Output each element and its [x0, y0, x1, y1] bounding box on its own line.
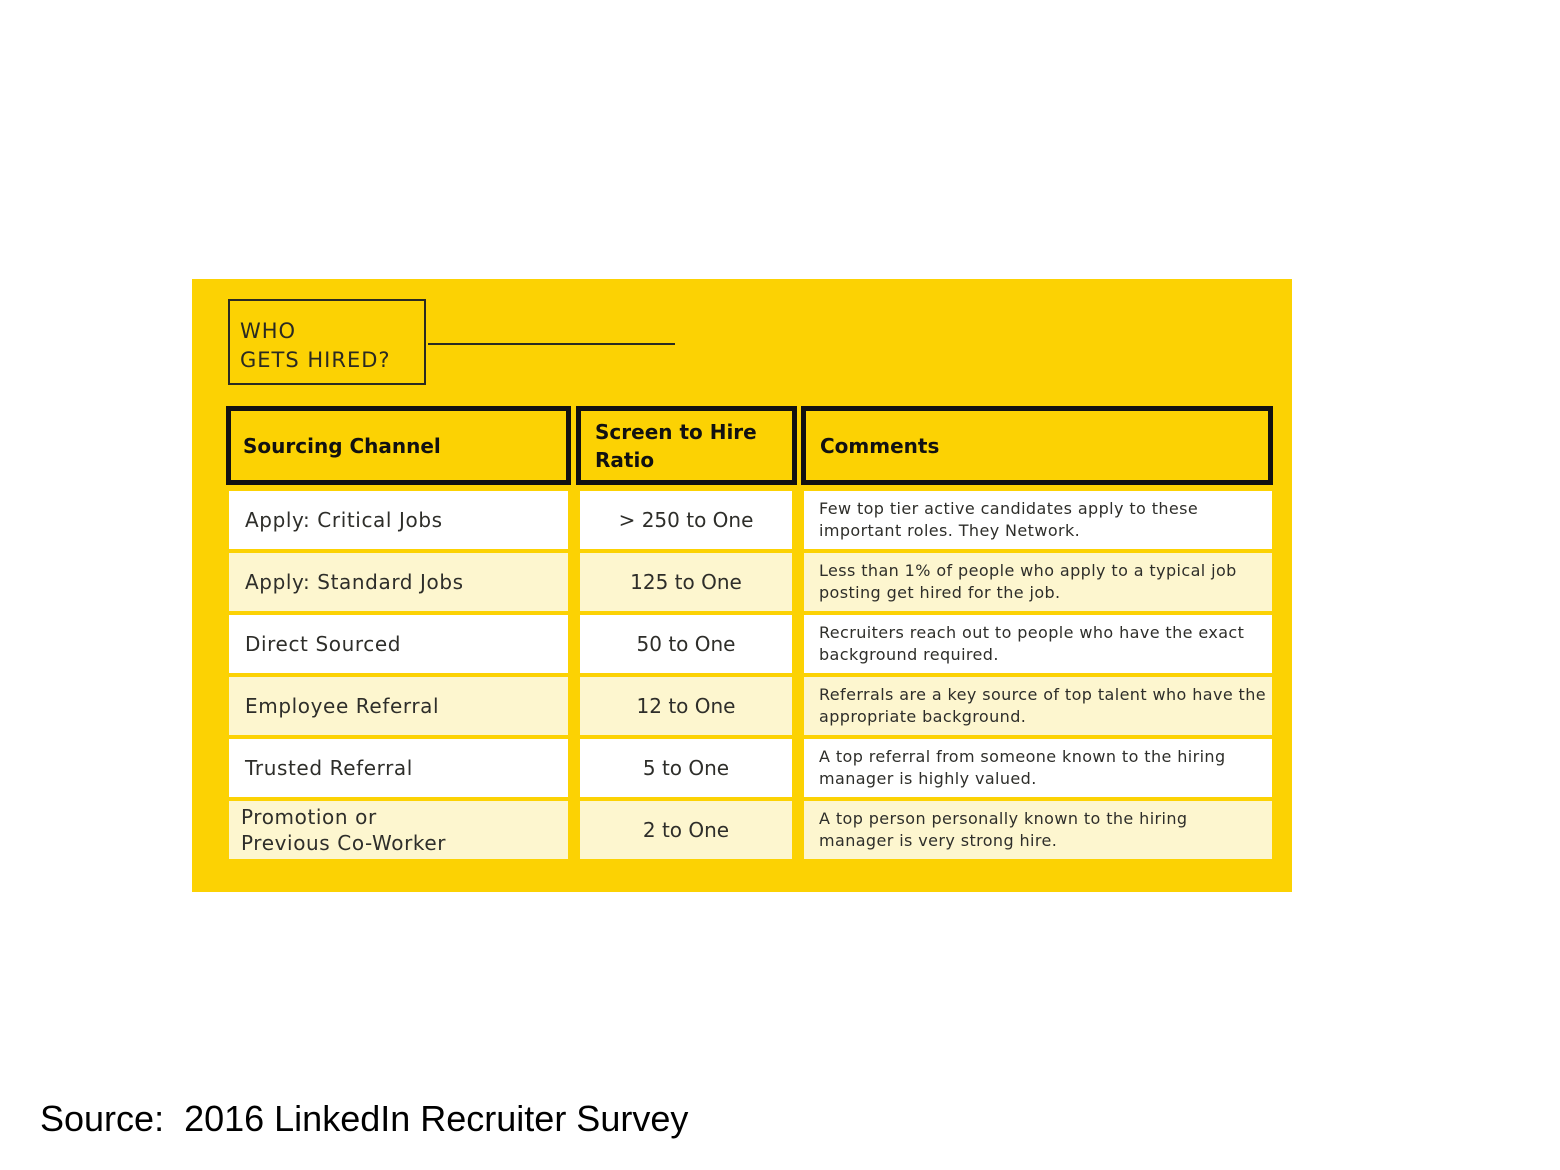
comment-cell: Recruiters reach out to people who have the exact background required. — [804, 615, 1272, 673]
ratio-cell: 2 to One — [580, 801, 792, 859]
ratio-cell: 125 to One — [580, 553, 792, 611]
source-caption: Source: 2016 LinkedIn Recruiter Survey — [40, 1098, 689, 1139]
table-row — [192, 491, 1292, 549]
table-row — [192, 615, 1292, 673]
comment-cell: Referrals are a key source of top talent who have the appropriate background. — [804, 677, 1272, 735]
channel-cell: Apply: Standard Jobs — [229, 553, 568, 611]
comment-cell: Few top tier active candidates apply to these important roles. They Network. — [804, 491, 1272, 549]
header-sourcing-channel: Sourcing Channel — [226, 406, 571, 485]
title-divider — [428, 343, 675, 345]
header-comments: Comments — [801, 406, 1273, 485]
channel-cell: Apply: Critical Jobs — [229, 491, 568, 549]
ratio-cell: 5 to One — [580, 739, 792, 797]
header-screen-to-hire-ratio: Screen to Hire Ratio — [576, 406, 797, 485]
table-row — [192, 739, 1292, 797]
comment-cell: Less than 1% of people who apply to a typical job posting get hired for the job. — [804, 553, 1272, 611]
panel-title — [228, 299, 426, 385]
panel-title-line2: GETS HIRED? — [240, 348, 391, 372]
comment-cell: A top person personally known to the hiring manager is very strong hire. — [804, 801, 1272, 859]
ratio-cell: > 250 to One — [580, 491, 792, 549]
channel-cell: Direct Sourced — [229, 615, 568, 673]
table-row — [192, 801, 1292, 859]
table-row — [192, 677, 1292, 735]
channel-cell: Trusted Referral — [229, 739, 568, 797]
table-row — [192, 553, 1292, 611]
channel-cell: Employee Referral — [229, 677, 568, 735]
ratio-cell: 50 to One — [580, 615, 792, 673]
comment-cell: A top referral from someone known to the hiring manager is highly valued. — [804, 739, 1272, 797]
ratio-cell: 12 to One — [580, 677, 792, 735]
who-gets-hired-panel — [192, 279, 1292, 892]
channel-cell: Promotion or Previous Co-Worker — [229, 801, 568, 859]
panel-title-line1: WHO — [240, 319, 297, 343]
